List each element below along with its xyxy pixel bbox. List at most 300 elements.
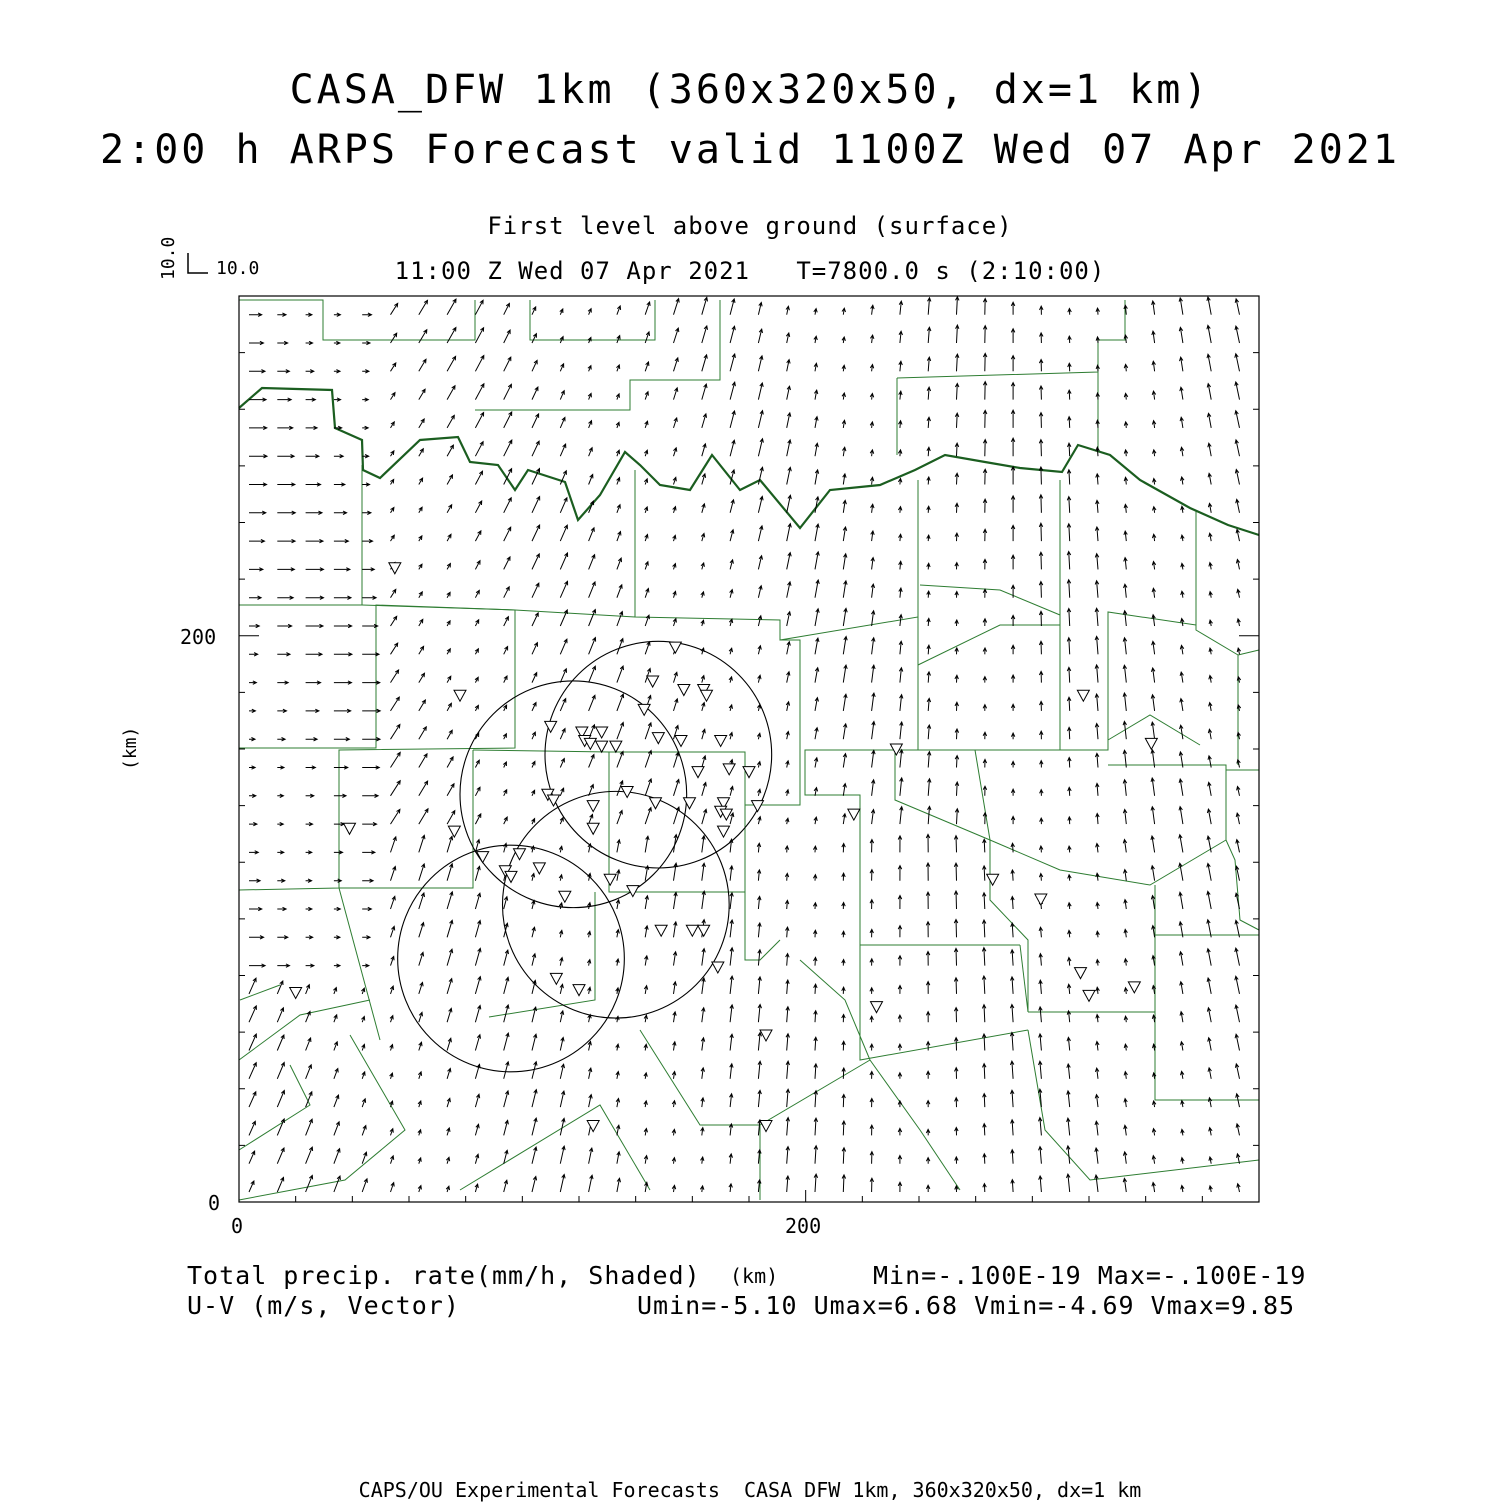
wind-vector-arrow xyxy=(1095,753,1099,767)
wind-vector-arrow xyxy=(361,988,364,994)
wind-vector-arrow xyxy=(616,1072,619,1079)
wind-vector-arrow xyxy=(504,1091,509,1107)
station-marker-icon xyxy=(675,736,687,747)
wind-vector-arrow xyxy=(249,1006,256,1022)
wind-vector-arrow xyxy=(814,984,818,994)
wind-vector-arrow xyxy=(306,907,312,910)
wind-vector-arrow xyxy=(1181,1071,1184,1078)
wind-vector-arrow xyxy=(983,353,987,371)
wind-vector-arrow xyxy=(1011,467,1015,485)
wind-vector-arrow xyxy=(531,874,534,881)
wind-vector-arrow xyxy=(1208,473,1211,484)
wind-vector-arrow xyxy=(898,1015,902,1022)
wind-vector-arrow xyxy=(674,892,678,909)
wind-vector-arrow xyxy=(447,415,454,428)
wind-vector-arrow xyxy=(1095,1121,1099,1135)
wind-vector-arrow xyxy=(362,738,380,741)
wind-vector-arrow xyxy=(926,1185,930,1192)
wind-vector-arrow xyxy=(1011,733,1014,739)
wind-vector-arrow xyxy=(589,1095,593,1108)
wind-vector-arrow xyxy=(730,440,735,456)
wind-vector-arrow xyxy=(334,483,345,486)
wind-vector-arrow xyxy=(277,1119,284,1135)
wind-vector-arrow xyxy=(1179,892,1183,909)
station-marker-icon xyxy=(587,1121,599,1132)
wind-vector-arrow xyxy=(249,709,255,712)
wind-vector-arrow xyxy=(1011,704,1014,711)
wind-vectors xyxy=(249,297,1241,1192)
wind-vector-arrow xyxy=(730,354,735,371)
wind-vector-arrow xyxy=(616,959,619,966)
wind-vector-arrow xyxy=(588,366,591,372)
wind-vector-arrow xyxy=(898,1101,902,1107)
wind-vector-arrow xyxy=(560,581,567,597)
wind-vector-arrow xyxy=(588,1068,591,1079)
wind-vector-arrow xyxy=(842,1121,846,1135)
wind-vector-arrow xyxy=(786,1089,790,1107)
wind-vector-arrow xyxy=(645,751,651,768)
wind-vector-arrow xyxy=(871,611,874,626)
wind-vector-arrow xyxy=(504,557,510,570)
wind-vector-arrow xyxy=(475,442,483,457)
wind-vector-arrow xyxy=(503,762,506,768)
wind-vector-arrow xyxy=(504,950,509,966)
wind-vector-arrow xyxy=(701,1098,705,1107)
wind-vector-arrow xyxy=(1039,523,1042,541)
wind-vector-arrow xyxy=(589,1175,593,1192)
y-tick-200: 200 xyxy=(180,625,217,649)
wind-vector-arrow xyxy=(1152,588,1155,597)
wind-vector-arrow xyxy=(673,477,676,484)
wind-vector-arrow xyxy=(702,444,706,456)
wind-vector-arrow xyxy=(645,302,650,315)
wind-vector-arrow xyxy=(758,817,761,825)
wind-vector-arrow xyxy=(1096,960,1099,966)
wind-vector-arrow xyxy=(1237,648,1240,654)
wind-vector-arrow xyxy=(306,1119,313,1135)
wind-vector-arrow xyxy=(729,733,732,740)
wind-vector-arrow xyxy=(1011,615,1015,626)
wind-vector-arrow xyxy=(814,390,817,400)
county-line xyxy=(918,615,1060,750)
station-marker-icon xyxy=(1035,894,1047,905)
county-line xyxy=(918,625,1060,665)
wind-vector-arrow xyxy=(1124,504,1127,512)
wind-vector-arrow xyxy=(787,642,791,655)
wind-vector-arrow xyxy=(447,592,450,597)
wind-vector-arrow xyxy=(447,649,450,655)
wind-vector-arrow xyxy=(475,1154,478,1163)
wind-vector-arrow xyxy=(1207,978,1211,994)
wind-vector-arrow xyxy=(870,1125,874,1135)
wind-vector-arrow xyxy=(842,987,846,994)
wind-vector-arrow xyxy=(504,676,507,683)
wind-vector-arrow xyxy=(673,619,676,626)
county-line xyxy=(1028,1012,1259,1100)
wind-vector-arrow xyxy=(872,638,876,655)
wind-vector-arrow xyxy=(419,1042,422,1050)
wind-vector-arrow xyxy=(334,596,351,599)
wind-vector-arrow xyxy=(475,649,478,655)
wind-vector-arrow xyxy=(391,303,398,314)
wind-vector-arrow xyxy=(532,1090,537,1108)
x-tick-0: 0 xyxy=(231,1214,244,1238)
wind-vector-arrow xyxy=(249,483,267,486)
wind-vector-arrow xyxy=(334,568,350,571)
station-marker-icon xyxy=(760,1030,772,1041)
wind-vector-arrow xyxy=(1123,665,1127,682)
wind-vector-arrow xyxy=(447,836,453,852)
wind-vector-arrow xyxy=(475,787,480,796)
wind-vector-arrow xyxy=(334,794,346,797)
wind-vector-arrow xyxy=(702,978,706,994)
wind-vector-arrow xyxy=(362,794,378,797)
station-marker-icon xyxy=(718,826,730,837)
wind-vector-arrow xyxy=(1123,611,1127,626)
station-marker-icon xyxy=(760,1121,772,1132)
wind-vector-arrow xyxy=(277,964,289,967)
wind-vector-arrow xyxy=(560,364,563,372)
wind-vector-arrow xyxy=(589,448,593,457)
wind-vector-arrow xyxy=(842,1095,846,1108)
wind-vector-arrow xyxy=(391,781,401,796)
plot-title: CASA_DFW 1km (360x320x50, dx=1 km) xyxy=(289,67,1211,113)
wind-vector-arrow xyxy=(616,1016,620,1022)
wind-vector-arrow xyxy=(1207,949,1211,966)
wind-vector-arrow xyxy=(1068,930,1072,937)
wind-vector-arrow xyxy=(1040,790,1044,796)
wind-vector-arrow xyxy=(843,694,847,711)
wind-vector-arrow xyxy=(1124,1125,1127,1135)
wind-vector-arrow xyxy=(1209,620,1212,626)
wind-vector-arrow xyxy=(306,766,316,769)
wind-vector-arrow xyxy=(1095,636,1099,654)
wind-vector-arrow xyxy=(672,1158,675,1164)
wind-vector-arrow xyxy=(730,866,733,881)
wind-vector-arrow xyxy=(1096,474,1100,485)
wind-vector-arrow xyxy=(1152,1183,1156,1193)
wind-vector-arrow xyxy=(1068,363,1072,371)
wind-vector-arrow xyxy=(1209,1186,1212,1192)
county-line xyxy=(239,1035,405,1200)
wind-vector-arrow xyxy=(982,1005,986,1023)
wind-vector-arrow xyxy=(560,1091,565,1107)
wind-vector-arrow xyxy=(674,752,679,767)
wind-vector-arrow xyxy=(306,738,318,741)
wind-vector-arrow xyxy=(701,1128,705,1136)
wind-vector-arrow xyxy=(1152,534,1156,541)
wind-vector-arrow xyxy=(560,1064,564,1079)
wind-vector-arrow xyxy=(1124,1044,1127,1050)
wind-vector-arrow xyxy=(757,789,760,796)
wind-vector-arrow xyxy=(1152,1129,1155,1136)
wind-vector-arrow xyxy=(1067,697,1071,711)
wind-vector-arrow xyxy=(277,370,289,373)
wind-vector-arrow xyxy=(1011,356,1015,372)
wind-vector-arrow xyxy=(645,392,648,400)
wind-vector-arrow xyxy=(870,477,874,484)
wind-vector-arrow xyxy=(306,341,313,344)
wind-vector-arrow xyxy=(927,387,931,399)
county-line xyxy=(1108,765,1226,840)
wind-vector-arrow xyxy=(899,301,902,315)
wind-vector-arrow xyxy=(1153,479,1156,485)
wind-vector-arrow xyxy=(983,619,987,626)
wind-vector-arrow xyxy=(391,363,396,371)
wind-vector-arrow xyxy=(955,729,959,739)
wind-vector-arrow xyxy=(898,1128,902,1135)
wind-vector-arrow xyxy=(673,591,676,597)
wind-vector-arrow xyxy=(843,500,847,512)
wind-vector-arrow xyxy=(249,341,264,344)
wind-vector-arrow xyxy=(758,1033,762,1051)
wind-vector-arrow xyxy=(277,709,286,712)
wind-vector-arrow xyxy=(870,988,874,994)
wind-vector-arrow xyxy=(955,413,959,428)
wind-vector-arrow xyxy=(391,508,394,513)
wind-vector-arrow xyxy=(1180,1012,1183,1023)
wind-vector-arrow xyxy=(1207,297,1211,315)
wind-vector-arrow xyxy=(306,709,319,712)
wind-vector-arrow xyxy=(758,439,763,457)
station-marker-icon xyxy=(686,925,698,936)
wind-vector-arrow xyxy=(843,814,847,824)
wind-vector-arrow xyxy=(1095,665,1099,683)
wind-vector-arrow xyxy=(814,1118,818,1135)
wind-vector-arrow xyxy=(446,1186,449,1192)
wind-vector-arrow xyxy=(702,891,706,909)
wind-vector-arrow xyxy=(475,1094,479,1107)
wind-vector-arrow xyxy=(391,451,394,456)
wind-vector-arrow xyxy=(419,419,424,428)
wind-vector-arrow xyxy=(306,426,318,429)
station-marker-icon xyxy=(550,973,562,984)
county-line xyxy=(1226,840,1259,930)
wind-vector-arrow xyxy=(1207,354,1211,371)
wind-vector-arrow xyxy=(1067,552,1071,570)
wind-vector-arrow xyxy=(927,672,931,683)
wind-vector-arrow xyxy=(842,365,845,371)
wind-vector-arrow xyxy=(983,499,987,513)
county-line xyxy=(239,1000,370,1060)
wind-vector-arrow xyxy=(249,313,262,316)
wind-vector-arrow xyxy=(419,592,423,598)
wind-vector-arrow xyxy=(1180,699,1183,711)
wind-vector-arrow xyxy=(1067,1091,1070,1107)
radar-ring-1 xyxy=(545,641,772,868)
wind-vector-arrow xyxy=(560,818,563,825)
wind-vector-arrow xyxy=(842,1175,846,1192)
wind-vector-arrow xyxy=(447,979,452,994)
wind-vector-arrow xyxy=(277,851,284,854)
wind-vector-arrow xyxy=(334,1122,340,1136)
wind-vector-arrow xyxy=(814,1011,818,1022)
wind-vector-arrow xyxy=(673,1042,676,1051)
wind-vector-arrow xyxy=(1067,638,1070,655)
county-line xyxy=(870,1060,960,1190)
wind-vector-arrow xyxy=(504,587,510,598)
wind-vector-arrow xyxy=(843,637,847,655)
wind-vector-arrow xyxy=(617,666,624,683)
wind-vector-arrow xyxy=(787,612,791,626)
wind-vector-arrow xyxy=(1010,1061,1014,1079)
wind-vector-arrow xyxy=(644,507,647,513)
wind-vector-arrow xyxy=(926,1042,930,1051)
wind-vector-arrow xyxy=(702,836,705,853)
wind-vector-arrow xyxy=(1235,1034,1239,1050)
county-line xyxy=(339,888,380,1040)
wind-vector-arrow xyxy=(589,555,595,570)
valid-time-line: 11:00 Z Wed 07 Apr 2021 T=7800.0 s (2:10:00) xyxy=(394,257,1106,285)
wind-vector-arrow xyxy=(306,624,323,627)
wind-vector-arrow xyxy=(419,809,428,824)
wind-vector-arrow xyxy=(1208,782,1212,795)
county-line xyxy=(239,465,362,605)
wind-vector-arrow xyxy=(616,1044,619,1050)
wind-vector-arrow xyxy=(674,418,678,428)
wind-vector-arrow xyxy=(842,1068,845,1079)
wind-vector-arrow xyxy=(1067,1037,1071,1050)
wind-vector-arrow xyxy=(815,609,819,626)
credit-line: CAPS/OU Experimental Forecasts CASA DFW 1km, 360x320x50, dx=1 km xyxy=(358,1478,1142,1502)
station-marker-icon xyxy=(596,741,608,752)
wind-vector-arrow xyxy=(418,1072,421,1079)
station-marker-icon xyxy=(548,795,560,806)
wind-vector-arrow xyxy=(249,851,258,854)
wind-vector-arrow xyxy=(504,897,508,909)
wind-vector-arrow xyxy=(1208,1098,1211,1107)
wind-vector-arrow xyxy=(306,964,314,967)
county-line xyxy=(745,640,800,805)
wind-vector-arrow xyxy=(1096,783,1099,795)
wind-vector-arrow xyxy=(955,354,959,371)
wind-vector-arrow xyxy=(419,359,426,371)
wind-vector-arrow xyxy=(532,703,536,711)
wind-vector-arrow xyxy=(898,507,902,513)
wind-vector-arrow xyxy=(1207,1008,1211,1022)
wind-vector-arrow xyxy=(249,596,261,599)
wind-vector-arrow xyxy=(306,879,312,882)
wind-vector-arrow xyxy=(617,306,621,315)
wind-vector-arrow xyxy=(589,528,595,541)
wind-vector-arrow xyxy=(927,327,931,343)
wind-vector-arrow xyxy=(702,1008,706,1022)
wind-vector-arrow xyxy=(391,535,395,541)
wind-vector-arrow xyxy=(1152,562,1155,570)
wind-vector-arrow xyxy=(870,450,874,456)
wind-vector-arrow xyxy=(1237,589,1240,597)
wind-vector-arrow xyxy=(899,534,903,541)
wind-vector-arrow xyxy=(729,1184,733,1192)
wind-vector-arrow xyxy=(730,1034,734,1050)
wind-vector-arrow xyxy=(560,1038,564,1051)
wind-vector-arrow xyxy=(1180,357,1183,371)
wind-vector-arrow xyxy=(898,1073,902,1079)
wind-vector-arrow xyxy=(870,840,874,853)
wind-vector-arrow xyxy=(674,388,678,400)
wind-vector-arrow xyxy=(334,766,348,769)
wind-vector-arrow xyxy=(1124,305,1128,315)
wind-vector-arrow xyxy=(955,1068,959,1079)
wind-vector-arrow xyxy=(419,646,424,654)
wind-vector-arrow xyxy=(249,1092,256,1107)
wind-vector-arrow xyxy=(447,1008,452,1022)
wind-vector-arrow xyxy=(758,586,762,598)
wind-vector-arrow xyxy=(786,306,789,314)
wind-vector-arrow xyxy=(334,738,350,741)
wind-vector-arrow xyxy=(730,813,734,824)
wind-vector-arrow xyxy=(532,554,539,570)
station-marker-icon xyxy=(1128,982,1140,993)
wind-vector-arrow xyxy=(899,361,903,371)
wind-vector-arrow xyxy=(815,417,818,428)
station-marker-icon xyxy=(514,849,526,860)
wind-vector-arrow xyxy=(334,1149,340,1164)
wind-vector-arrow xyxy=(249,1063,256,1079)
wind-vector-arrow xyxy=(475,501,481,513)
wind-vector-arrow xyxy=(955,1038,959,1051)
wind-vector-arrow xyxy=(277,511,295,514)
station-marker-icon xyxy=(715,736,727,747)
wind-vector-arrow xyxy=(1181,506,1184,513)
wind-vector-arrow xyxy=(1067,1174,1071,1192)
wind-vector-arrow xyxy=(334,653,352,656)
station-marker-icon xyxy=(723,764,735,775)
wind-vector-arrow xyxy=(899,391,902,399)
wind-vector-arrow xyxy=(1039,1176,1043,1192)
wind-vector-arrow xyxy=(701,620,704,626)
wind-vector-arrow xyxy=(419,864,425,881)
wind-vector-arrow xyxy=(1011,843,1015,852)
wind-vector-arrow xyxy=(334,1069,338,1079)
wind-vector-arrow xyxy=(644,1129,647,1136)
wind-vector-arrow xyxy=(277,398,291,401)
wind-vector-arrow xyxy=(1207,891,1211,909)
wind-vector-arrow xyxy=(983,299,986,315)
wind-vector-arrow xyxy=(1123,693,1126,711)
wind-vector-arrow xyxy=(927,591,931,598)
wind-vector-arrow xyxy=(419,923,424,938)
wind-vector-arrow xyxy=(1151,807,1155,824)
wind-vector-arrow xyxy=(871,810,874,825)
wind-vector-arrow xyxy=(645,535,648,542)
wind-vector-arrow xyxy=(475,705,478,711)
wind-vector-arrow xyxy=(644,1156,647,1164)
wind-vector-arrow xyxy=(446,1157,449,1163)
wind-vector-arrow xyxy=(334,313,341,316)
wind-vector-arrow xyxy=(786,1176,790,1192)
precip-min-max: Min=-.100E-19 Max=-.100E-19 xyxy=(873,1261,1307,1290)
wind-vector-arrow xyxy=(871,584,874,598)
wind-vector-arrow xyxy=(1039,1147,1043,1164)
wind-vector-arrow xyxy=(926,1012,930,1023)
wind-vector-arrow xyxy=(1039,552,1043,569)
county-line xyxy=(745,892,780,960)
wind-vector-arrow xyxy=(1209,533,1212,541)
wind-vector-arrow xyxy=(334,709,351,712)
wind-vector-arrow xyxy=(306,1147,313,1164)
wind-vector-arrow xyxy=(928,779,932,796)
wind-vector-arrow xyxy=(559,903,562,909)
wind-vector-arrow xyxy=(729,648,732,654)
wind-vector-arrow xyxy=(842,931,845,937)
wind-vector-arrow xyxy=(1179,807,1183,825)
wind-vector-arrow xyxy=(1067,1064,1071,1079)
wind-vector-arrow xyxy=(758,556,762,570)
wind-vector-arrow xyxy=(532,927,535,937)
wind-vector-arrow xyxy=(1153,450,1157,456)
wind-vector-arrow xyxy=(758,923,762,937)
